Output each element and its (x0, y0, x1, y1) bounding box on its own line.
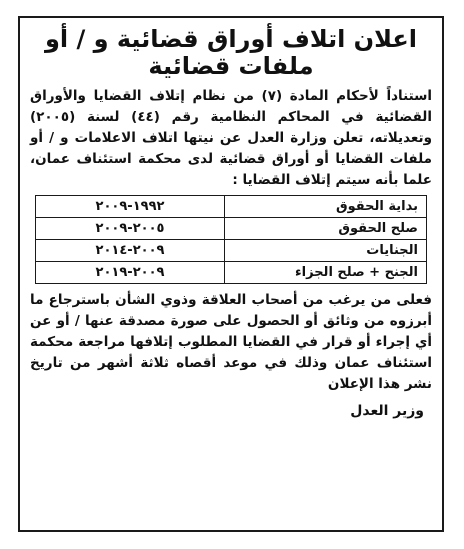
table-row (36, 218, 427, 240)
periods-table (35, 195, 427, 284)
court-name: صلح الحقوق (225, 218, 427, 240)
court-name: الجنح + صلح الجزاء (225, 262, 427, 284)
year-range: ٢٠٠٩-٢٠١٩ (36, 262, 225, 284)
court-name: الجنايات (225, 240, 427, 262)
year-range: ١٩٩٢-٢٠٠٩ (36, 196, 225, 218)
table-row (36, 196, 427, 218)
announcement-title: اعلان اتلاف أوراق قضائية و / أو ملفات قضائية (44, 25, 417, 80)
announcement-box (18, 16, 444, 532)
year-range: ٢٠٠٥-٢٠٠٩ (36, 218, 225, 240)
table-row (36, 262, 427, 284)
year-range: ٢٠٠٩-٢٠١٤ (36, 240, 225, 262)
closing-paragraph: فعلى من يرغب من أصحاب العلاقة وذوي الشأن باسترجاع ما أبرزوه من وثائق أو الحصول على صورة مصدقة عنها / أو عن أي إجراء أو قرار في القضايا المطلوب إتلافها مراجعة محكمة استئناف عمان وذلك في موعد أقصاه ثلاثة أشهر من تاريخ نشر هذا الإعلان (30, 292, 432, 392)
table-row (36, 240, 427, 262)
signature: وزير العدل (350, 403, 424, 419)
court-name: بداية الحقوق (225, 196, 427, 218)
intro-paragraph: استناداً لأحكام المادة (٧) من نظام إتلاف القضايا والأوراق القضائية في المحاكم النظامية رقم (٤٤) لسنة (٢٠٠٥) وتعديلاته، تعلن وزارة العدل عن نيتها اتلاف الاعلامات و / أو ملفات القضايا أو أوراق قضائية لدى محكمة استئناف عمان، علما بأنه سيتم إتلاف القضايا : (30, 88, 432, 188)
